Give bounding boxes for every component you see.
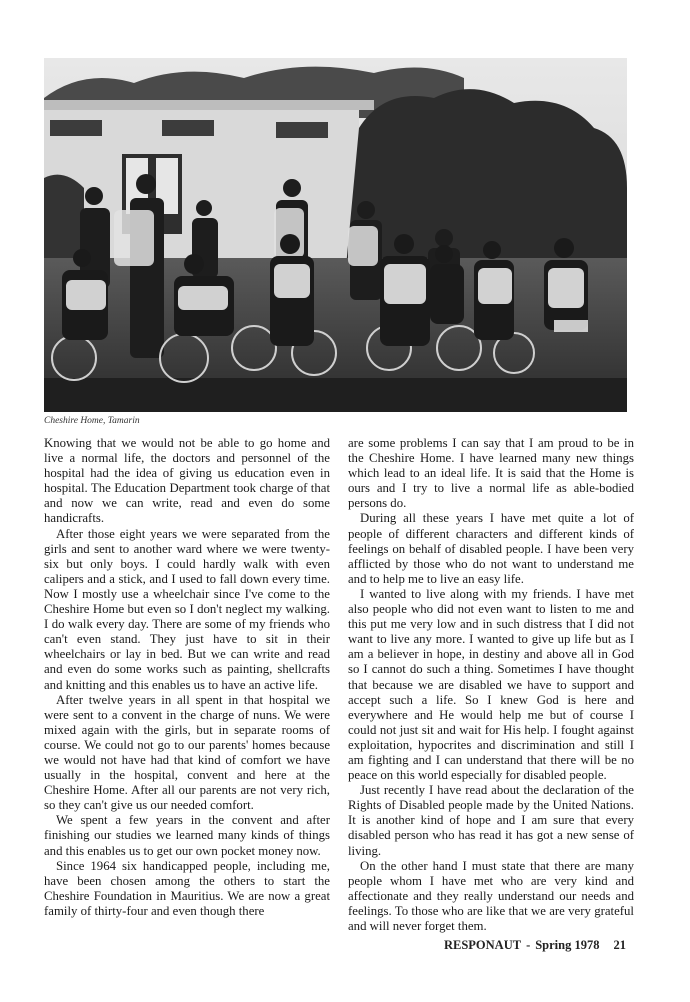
- article-column-right: [348, 436, 634, 934]
- publication-name: RESPONAUT: [443, 938, 522, 952]
- paragraph: Since 1964 six handicapped people, including me, have been chosen among the others to start the Cheshire Foundation in Mauritius. We are now a great family of thirty-four and even though there: [44, 858, 330, 918]
- paragraph: During all these years I have met quite a lot of people of different characters and different kinds of feelings on behalf of disabled people. I have been very afflicted by those who do not want to understand me and to help me to live an easy life.: [348, 511, 634, 586]
- group-photo: [44, 58, 627, 412]
- footer-separator: -: [526, 938, 531, 952]
- paragraph: Just recently I have read about the declaration of the Rights of Disabled people made by the United Nations. It is another kind of hope and I am sure that every disabled person who has read it has got a new sense of living.: [348, 783, 634, 858]
- page-number: 21: [613, 938, 626, 952]
- paragraph: Knowing that we would not be able to go home and live a normal life, the doctors and personnel of the hospital had the idea of giving us education even in hospital. The Education Department took charge of that and now we can write, read and even do some handicrafts.: [44, 436, 330, 526]
- issue-label: Spring 1978: [535, 938, 600, 952]
- article-column-left: [44, 436, 330, 919]
- group-photo-illustration: [44, 58, 627, 412]
- paragraph: are some problems I can say that I am proud to be in the Cheshire Home. I have learned many new things which lead to an ideal life. It is said that the Home is ours and I try to live a normal life as able-bodied persons do.: [348, 436, 634, 511]
- paragraph: We spent a few years in the convent and after finishing our studies we learned many kinds of things and this enables us to get our own pocket money now.: [44, 813, 330, 858]
- paragraph: On the other hand I must state that there are many people whom I have met who are very kind and affectionate and they really understand our needs and feelings. To those who are like that we are very grateful and will never forget them.: [348, 858, 634, 933]
- paragraph: I wanted to live along with my friends. I have met also people who did not even want to listen to me and this put me very low and in such distress that I did not want to live any more. I wanted to give up life but as I am a believer in hope, in destiny and above all in God so I cannot do such a thing. Sometimes I have thought that because we are disabled we have to support and accept such a life. So I knew God is here and everywhere and He would help me but of course I could not just sit and wait for His help. I fought against exploitation, hypocrites and discrimination and still I am fighting and I can understand that there will be no peace on this world especially for disabled people.: [348, 586, 634, 783]
- photo-caption: Cheshire Home, Tamarin: [44, 416, 140, 426]
- paragraph: After those eight years we were separated from the girls and sent to another ward where we were twenty-six but only boys. I could hardly walk with even calipers and a stick, and I used to fall down every time. Now I mostly use a wheelchair since I've come to the Cheshire Home but even so I don't neglect my walking. I do walk every day. There are some of my friends who can't even stand. They just have to sit in their wheelchairs or lay in bed. But we can write and read and even do some works such as painting, shellcrafts and knitting and this enables us to have an active life.: [44, 526, 330, 692]
- paragraph: After twelve years in all spent in that hospital we were sent to a convent in the charge of nuns. We were mixed again with the girls, but in separate rooms of course. We could not go to our parents' homes because we would not have had that kind of comfort we have usually in the hospital, convent and here at the Cheshire Home. After all our parents are not very rich, so they can't give us our needed comfort.: [44, 692, 330, 813]
- page-footer: [444, 938, 626, 953]
